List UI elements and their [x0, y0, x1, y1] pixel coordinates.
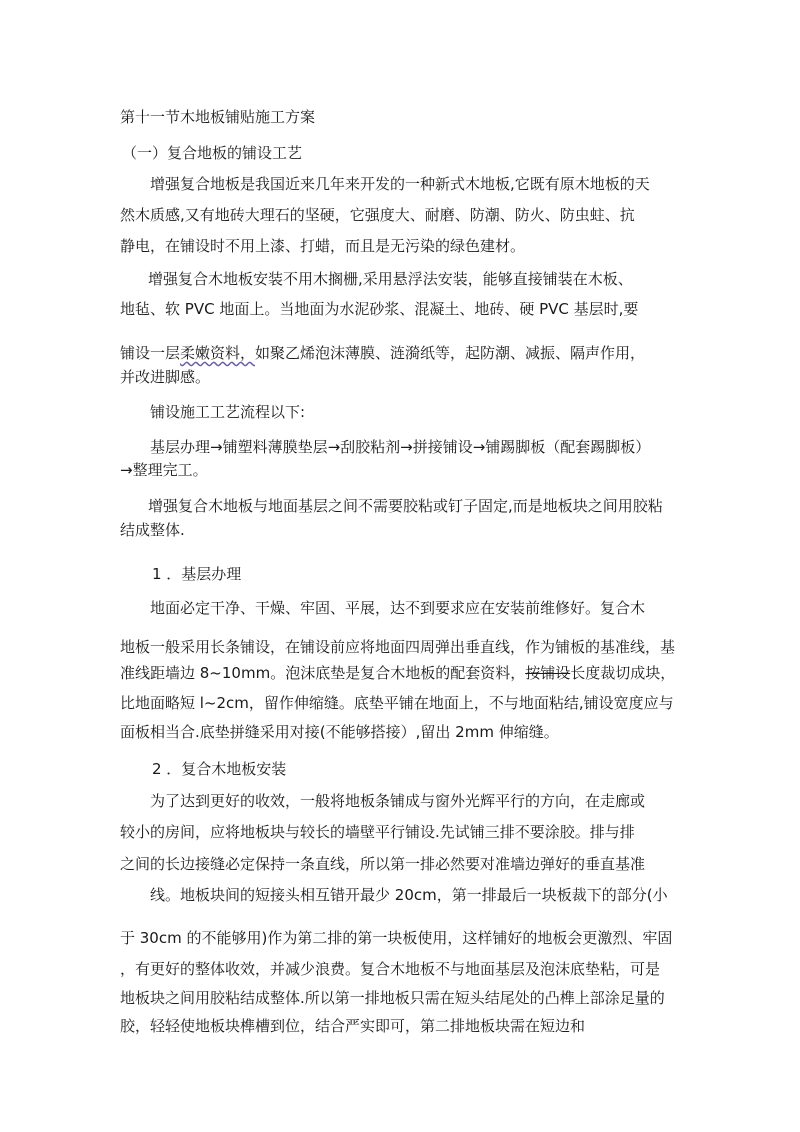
paragraph-line: 面板相当合.底垫拼缝采用对接(不能够搭接）,留出 2mm 伸缩缝。 [120, 723, 559, 741]
paragraph-line: 地毡、软 PVC 地面上。当地面为水泥砂浆、混凝土、地砖、硬 PVC 基层时,要 [120, 300, 639, 318]
paragraph-line: ，有更好的整体收效，并减少浪费。复合木地板不与地面基层及泡沫底垫粘，可是 [120, 960, 661, 978]
paragraph-line: 增强复合木地板安装不用木搁栅,采用悬浮法安装，能够直接铺装在木板、 [148, 270, 633, 288]
paragraph-line: 地板块之间用胶粘结成整体.所以第一排地板只需在短头结尾处的凸榫上部涂足量的 [120, 989, 665, 1007]
paragraph-line: 结成整体. [120, 521, 185, 539]
paragraph-line [120, 663, 675, 683]
section-heading: 1 ．基层办理 [152, 565, 242, 583]
text-segment: 铺设一层 [120, 344, 181, 362]
paragraph-line: 静电，在铺设时不用上漆、打蜡，而且是无污染的绿色建材。 [120, 237, 526, 255]
paragraph-line: 地板一般采用长条铺设，在铺设前应将地面四周弹出垂直线，作为铺板的基准线，基 [120, 638, 676, 656]
paragraph-line: 于 30cm 的不能够用)作为第二排的第一块板使用，这样铺好的地板会更激烈、牢固 [120, 929, 673, 947]
paragraph-line: 地面必定干净、干燥、牢固、平展，达不到要求应在安装前维修好。复合木 [150, 599, 646, 617]
flow-line: →整理完工。 [120, 461, 208, 479]
paragraph-line: 并改进脚感。 [120, 368, 211, 386]
flow-title: 铺设施工工艺流程以下: [150, 403, 306, 421]
section-heading: 2 ．复合木地板安装 [152, 760, 287, 778]
flow-line: 基层办理→铺塑料薄膜垫层→刮胶粘剂→拼接铺设→铺踢脚板（配套踢脚板） [150, 438, 651, 456]
struck-text: 按铺设 [525, 664, 571, 682]
paragraph-line: 为了达到更好的收效，一般将地板条铺成与窗外光辉平行的方向，在走廊或 [150, 792, 646, 810]
paragraph-line [120, 343, 645, 363]
text-segment: 准线距墙边 8~10mm。泡沫底垫是复合木地板的配套资料， [120, 664, 526, 682]
paragraph-line: 然木质感,又有地砖大理石的坚硬，它强度大、耐磨、防潮、防火、防虫蛀、抗 [120, 206, 635, 224]
paragraph-line: 较小的房间，应将地板块与较长的墙壁平行铺设.先试铺三排不要涂胶。排与排 [120, 823, 635, 841]
page-title: 第十一节木地板铺贴施工方案 [120, 108, 316, 126]
paragraph-line: 线。地板块间的短接头相互错开最少 20cm，第一排最后一块板裁下的部分(小 [150, 886, 668, 904]
paragraph-line: 增强复合木地板与地面基层之间不需要胶粘或钉子固定,而是地板块之间用胶粘 [148, 497, 663, 515]
paragraph-line: 之间的长边接缝必定保持一条直线，所以第一排必然要对准墙边弹好的垂直基准 [120, 855, 646, 873]
paragraph-line: 增强复合地板是我国近来几年来开发的一种新式木地板,它既有原木地板的天 [150, 175, 650, 193]
section-subtitle: （一）复合地板的铺设工艺 [122, 144, 303, 162]
text-segment: 长度裁切成块， [570, 664, 676, 682]
paragraph-line: 比地面略短 l~2cm，留作伸缩缝。底垫平铺在地面上，不与地面粘结,铺设宽度应与 [120, 694, 674, 712]
paragraph-line: 胶，轻轻使地板块榫槽到位，结合严实即可，第二排地板块需在短边和 [120, 1017, 586, 1035]
wavy-underlined-text: 柔嫩资料， [180, 344, 256, 362]
text-segment: 如聚乙烯泡沫薄膜、涟漪纸等，起防潮、减振、隔声作用， [255, 344, 646, 362]
